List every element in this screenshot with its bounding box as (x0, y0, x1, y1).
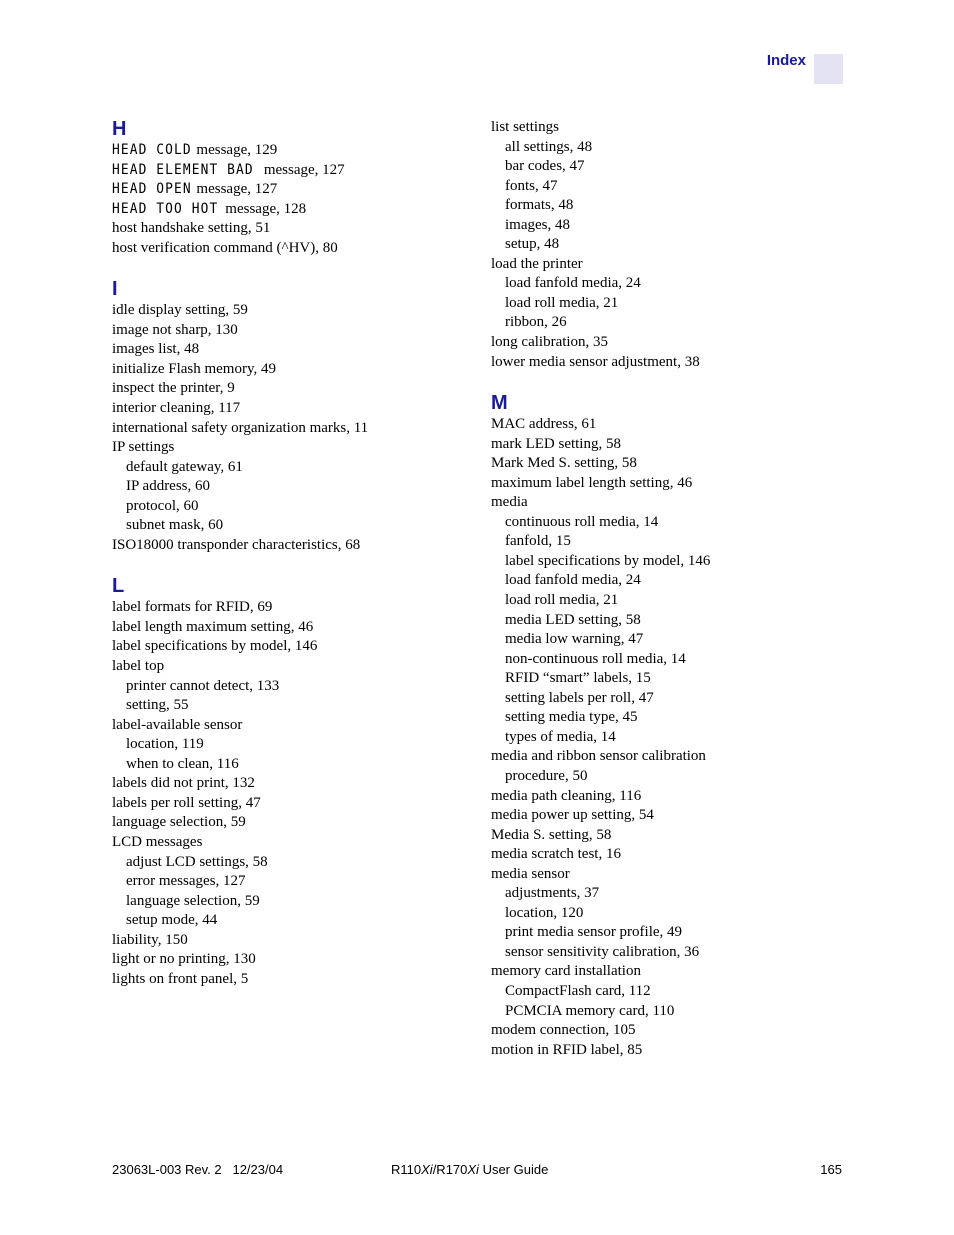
entry-text: adjust LCD settings, 58 (126, 853, 268, 870)
entry-text: location, 120 (505, 904, 584, 921)
entry-text: CompactFlash card, 112 (505, 982, 651, 999)
entry-text: load the printer (491, 255, 583, 272)
entry-text: IP address, 60 (126, 478, 211, 495)
entry-text: protocol, 60 (126, 497, 199, 514)
index-subentry (491, 196, 851, 216)
index-entry (491, 493, 851, 513)
index-subentry (491, 669, 851, 689)
index-entry (112, 301, 472, 321)
entry-text: label top (112, 658, 165, 675)
entry-text: location, 119 (126, 736, 204, 753)
entry-text: printer cannot detect, 133 (126, 677, 280, 694)
index-section (112, 575, 472, 989)
index-letter-heading: H (112, 118, 127, 140)
section-gap (112, 258, 472, 278)
index-entry (112, 598, 472, 618)
entry-text: maximum label length setting, 46 (491, 474, 693, 491)
entry-text: non-continuous roll media, 14 (505, 650, 686, 667)
entry-text: light or no printing, 130 (112, 951, 256, 968)
entry-text: ISO18000 transponder characteristics, 68 (112, 536, 361, 553)
index-subentry (112, 477, 472, 497)
entry-text: modem connection, 105 (491, 1022, 636, 1039)
entry-text: media LED setting, 58 (505, 611, 641, 628)
entry-text: label specifications by model, 146 (112, 638, 318, 655)
index-subentry (491, 728, 851, 748)
index-subentry (491, 982, 851, 1002)
footer-doc-id: 23063L-003 Rev. 2 (112, 1162, 222, 1177)
entry-text: media scratch test, 16 (491, 846, 621, 863)
index-subentry (112, 872, 472, 892)
entry-text: IP settings (112, 439, 175, 456)
index-entry (491, 787, 851, 807)
index-section (491, 118, 851, 372)
footer-title-part: Xi (467, 1162, 479, 1177)
entry-text: lower media sensor adjustment, 38 (491, 353, 700, 370)
index-subentry (491, 138, 851, 158)
header-tab-marker (814, 54, 843, 84)
section-gap (112, 555, 472, 575)
index-entry (112, 321, 472, 341)
entry-text: message, 129 (192, 142, 278, 158)
entry-text: load roll media, 21 (505, 294, 619, 311)
index-subentry (491, 943, 851, 963)
lcd-message-text: HEAD COLD (112, 142, 192, 158)
entry-text: print media sensor profile, 49 (505, 924, 683, 941)
index-entry (491, 806, 851, 826)
entry-text: setting, 55 (126, 697, 189, 714)
index-subentry (112, 735, 472, 755)
index-entry (112, 618, 472, 638)
index-letter-heading: L (112, 575, 125, 598)
index-letter-heading: I (112, 278, 118, 301)
index-entry (112, 970, 472, 990)
index-entry (491, 826, 851, 846)
entry-text: message, 128 (221, 200, 307, 217)
index-subentry (112, 853, 472, 873)
index-subentry (491, 157, 851, 177)
index-entry (491, 962, 851, 982)
index-subentry (112, 911, 472, 931)
index-entry (112, 419, 472, 439)
index-subentry (112, 458, 472, 478)
index-entry (112, 931, 472, 951)
entry-text: setup mode, 44 (126, 912, 218, 929)
footer-title-part: R110 (391, 1162, 422, 1177)
index-subentry (491, 235, 851, 255)
index-entry (112, 813, 472, 833)
entry-text: Mark Med S. setting, 58 (491, 455, 637, 472)
lcd-message-text: HEAD OPEN (112, 181, 192, 198)
entry-text: message, 127 (192, 181, 278, 198)
entry-text: media power up setting, 54 (491, 807, 654, 824)
index-entry (491, 255, 851, 275)
index-entry (112, 180, 472, 200)
index-subentry (491, 689, 851, 709)
entry-text: inspect the printer, 9 (112, 380, 235, 397)
entry-text: lights on front panel, 5 (112, 970, 249, 987)
entry-text: types of media, 14 (505, 728, 616, 745)
index-subentry (491, 591, 851, 611)
index-entry (491, 1041, 851, 1061)
footer-title-part: /R170 (432, 1162, 468, 1177)
entry-text: images, 48 (505, 216, 570, 233)
entry-text: media low warning, 47 (505, 631, 644, 648)
entry-text: bar codes, 47 (505, 158, 585, 175)
entry-text: labels per roll setting, 47 (112, 794, 261, 811)
entry-text: PCMCIA memory card, 110 (505, 1002, 675, 1019)
index-entry (491, 118, 851, 138)
index-column-left (112, 118, 472, 989)
entry-text: load roll media, 21 (505, 592, 619, 609)
entry-text: fanfold, 15 (505, 533, 571, 550)
index-entry (112, 637, 472, 657)
section-gap (491, 372, 851, 392)
index-subentry (491, 884, 851, 904)
footer-title-part: User Guide (478, 1162, 549, 1177)
index-entry (112, 536, 472, 556)
index-entry (112, 219, 472, 239)
index-entry (112, 716, 472, 736)
entry-text: fonts, 47 (505, 177, 558, 194)
index-entry (112, 239, 472, 259)
index-entry (112, 794, 472, 814)
index-subentry (491, 611, 851, 631)
index-entry (491, 435, 851, 455)
entry-text: media sensor (491, 865, 570, 882)
index-subentry (491, 294, 851, 314)
entry-text: procedure, 50 (505, 767, 588, 784)
entry-text: label formats for RFID, 69 (112, 599, 273, 616)
entry-text: memory card installation (491, 963, 641, 980)
index-entry (112, 141, 472, 161)
entry-text: continuous roll media, 14 (505, 513, 659, 530)
index-subentry (491, 650, 851, 670)
index-section (112, 118, 472, 258)
index-entry (491, 415, 851, 435)
entry-text: language selection, 59 (112, 814, 246, 831)
index-subentry (112, 696, 472, 716)
index-entry (112, 657, 472, 677)
index-subentry (491, 216, 851, 236)
entry-text: image not sharp, 130 (112, 321, 238, 338)
index-entry (491, 353, 851, 373)
entry-text: host handshake setting, 51 (112, 220, 271, 237)
entry-text: adjustments, 37 (505, 885, 600, 902)
index-subentry (112, 892, 472, 912)
index-entry (491, 454, 851, 474)
index-entry (112, 399, 472, 419)
index-subentry (491, 904, 851, 924)
entry-text: default gateway, 61 (126, 458, 243, 475)
index-subentry (491, 513, 851, 533)
entry-text: all settings, 48 (505, 138, 593, 155)
entry-text: long calibration, 35 (491, 334, 609, 351)
entry-text: media path cleaning, 116 (491, 787, 642, 804)
entry-text: images list, 48 (112, 341, 200, 358)
entry-text: international safety organization marks, 11 (112, 419, 369, 436)
entry-text: mark LED setting, 58 (491, 435, 621, 452)
entry-text: setup, 48 (505, 236, 560, 253)
index-subentry (491, 923, 851, 943)
index-entry (112, 774, 472, 794)
index-subentry (491, 571, 851, 591)
entry-text: when to clean, 116 (126, 755, 239, 772)
lcd-message-text: HEAD TOO HOT (112, 200, 219, 217)
entry-text: load fanfold media, 24 (505, 275, 641, 292)
entry-text: load fanfold media, 24 (505, 572, 641, 589)
index-entry (112, 340, 472, 360)
entry-text: label length maximum setting, 46 (112, 618, 314, 635)
index-entry (112, 950, 472, 970)
index-subentry (491, 630, 851, 650)
entry-text: idle display setting, 59 (112, 302, 248, 319)
index-entry (491, 747, 851, 767)
index-entry (491, 845, 851, 865)
index-letter-heading: M (491, 392, 508, 415)
entry-text: label specifications by model, 146 (505, 552, 711, 569)
entry-text: subnet mask, 60 (126, 517, 224, 534)
index-subentry (491, 1002, 851, 1022)
footer-date: 12/23/04 (232, 1162, 284, 1177)
entry-text: sensor sensitivity calibration, 36 (505, 943, 700, 960)
index-column-right (491, 118, 851, 1060)
index-subentry (491, 552, 851, 572)
index-subentry (491, 708, 851, 728)
entry-text: error messages, 127 (126, 873, 246, 890)
entry-text: labels did not print, 132 (112, 775, 255, 792)
entry-text: liability, 150 (112, 931, 188, 948)
entry-text: initialize Flash memory, 49 (112, 360, 276, 377)
entry-text: setting media type, 45 (505, 709, 638, 726)
footer-page-number: 165 (820, 1162, 842, 1177)
entry-text: interior cleaning, 117 (112, 400, 241, 417)
index-entry (112, 360, 472, 380)
entry-text: setting labels per roll, 47 (505, 689, 654, 706)
entry-text: MAC address, 61 (491, 416, 597, 433)
header-section-label: Index (766, 52, 806, 69)
entry-text: Media S. setting, 58 (491, 826, 612, 843)
index-entry (491, 333, 851, 353)
index-subentry (491, 767, 851, 787)
entry-text: message, 127 (260, 161, 345, 178)
index-subentry (491, 532, 851, 552)
index-section (491, 392, 851, 1060)
entry-text: media and ribbon sensor calibration (491, 748, 706, 765)
index-entry (491, 1021, 851, 1041)
footer-doc-info (112, 1162, 283, 1177)
index-entry (491, 865, 851, 885)
index-section (112, 278, 472, 555)
entry-text: label-available sensor (112, 716, 243, 733)
lcd-message-text: HEAD ELEMENT BAD (112, 161, 254, 178)
index-entry (112, 161, 472, 181)
entry-text: list settings (491, 119, 559, 135)
footer-title (391, 1162, 548, 1177)
index-entry (112, 438, 472, 458)
entry-text: language selection, 59 (126, 892, 260, 909)
entry-text: motion in RFID label, 85 (491, 1041, 643, 1058)
index-subentry (112, 755, 472, 775)
index-subentry (491, 177, 851, 197)
index-subentry (491, 313, 851, 333)
index-subentry (112, 497, 472, 517)
entry-text: ribbon, 26 (505, 314, 567, 331)
entry-text: media (491, 494, 528, 511)
entry-text: host verification command (^HV), 80 (112, 239, 338, 256)
entry-text: RFID “smart” labels, 15 (505, 670, 651, 687)
index-subentry (112, 516, 472, 536)
entry-text: formats, 48 (505, 197, 574, 214)
entry-text: LCD messages (112, 833, 203, 850)
footer-title-part: Xi (421, 1162, 433, 1177)
index-entry (112, 833, 472, 853)
index-subentry (112, 677, 472, 697)
index-subentry (491, 274, 851, 294)
index-entry (112, 200, 472, 220)
index-entry (491, 474, 851, 494)
index-entry (112, 379, 472, 399)
